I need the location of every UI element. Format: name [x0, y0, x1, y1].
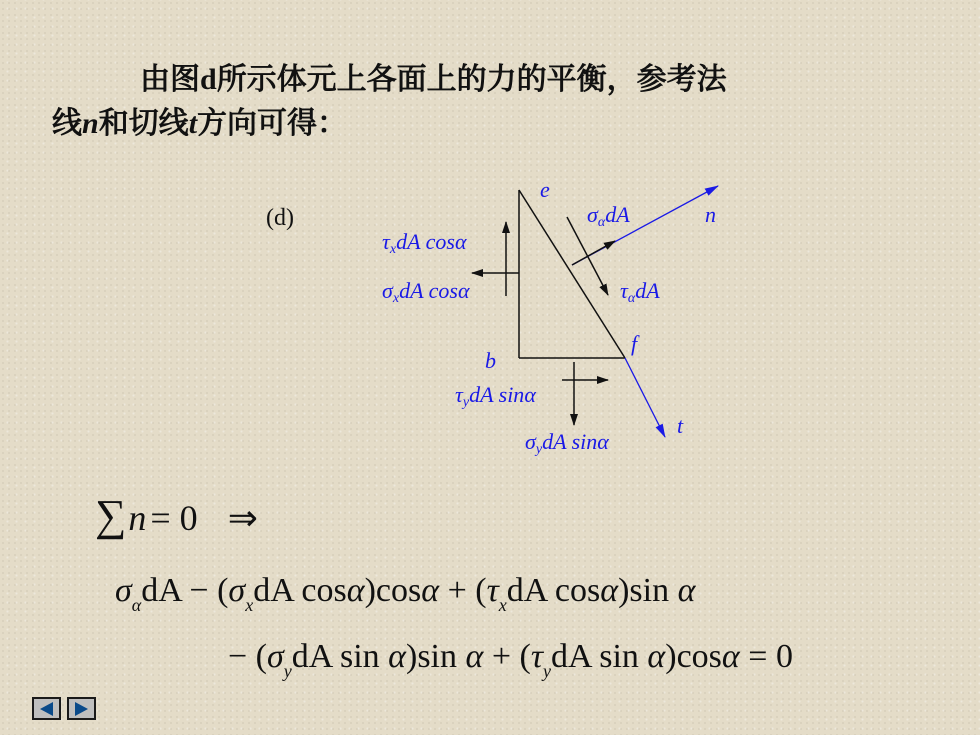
t-axis-arrow [625, 358, 665, 437]
label-f: f [631, 331, 638, 356]
triangle-right-icon [75, 702, 88, 716]
equilibrium-sum-equation: ∑n = 0 ⇒ [95, 491, 258, 540]
heading-text: 所示体元上各面上的力的平衡，参考法 [216, 62, 727, 97]
heading-text: 方向可得： [197, 106, 348, 141]
heading-symbol-t: t [188, 107, 198, 140]
label-t: t [677, 413, 684, 438]
label-b: b [485, 348, 496, 373]
heading-text: 由图 [140, 62, 200, 97]
tau-y-label: τydA sinα [455, 382, 536, 410]
panel-label: (d) [266, 205, 294, 231]
sigma-y-label: σydA sinα [525, 429, 609, 457]
heading-symbol-d: d [200, 63, 217, 96]
equation-line-2: − ($\sigma_ydA$ sin α)sin $\alpha + (\tau_ydA$ sin α)cosα = 0 [228, 638, 793, 681]
triangle-left-icon [40, 702, 53, 716]
sigma-alpha-arrow [572, 241, 615, 265]
heading-text: 线 [52, 106, 82, 141]
previous-slide-button[interactable] [32, 697, 61, 720]
tau-x-label: τxdA cosα [382, 229, 467, 257]
heading-symbol-n: n [82, 107, 99, 140]
tau-alpha-label: ταdA [620, 278, 660, 306]
sigma-x-label: σxdA cosα [382, 278, 470, 306]
next-slide-button[interactable] [67, 697, 96, 720]
sigma-alpha-label: σαdA [587, 202, 630, 230]
heading-text: 和切线 [98, 106, 189, 141]
label-n: n [705, 202, 716, 227]
label-e: e [540, 177, 550, 202]
equation-line-1: $\sigma_\alpha dA - (\sigma_xdA$ $\cos\alpha)\cos\alpha + (\tau_xdA$ cosα)sin α [115, 572, 696, 615]
